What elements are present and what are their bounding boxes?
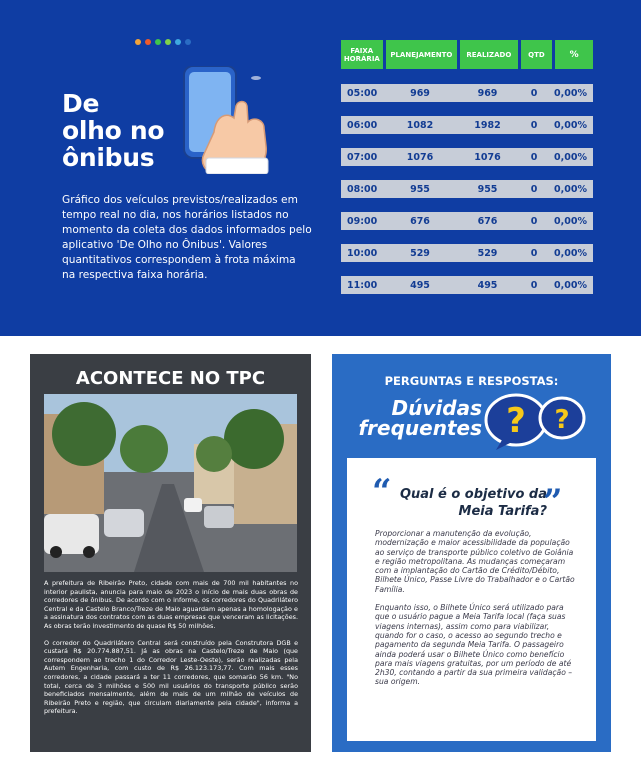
top-banner bbox=[0, 0, 641, 336]
table-cell-pct: 0,00% bbox=[554, 151, 587, 163]
header-percent: % bbox=[555, 40, 593, 69]
faq-answer-paragraph: Proporcionar a manutenção da evolução, modernização e maior acessibilidade da população ao serviço de transporte público coletivo de Goiânia e região metropolitana. As mudanças começaram com a implantação do Cartão de Crédito/Débito, Bilhete Único, Passe Livre do Trabalhador e o Cartão Família. bbox=[375, 529, 575, 594]
table-cell-planejamento: 676 bbox=[410, 215, 430, 227]
table-cell-pct: 0,00% bbox=[554, 119, 587, 131]
close-quote-icon: ” bbox=[543, 482, 563, 522]
table-cell-pct: 0,00% bbox=[554, 87, 587, 99]
street-photo bbox=[44, 394, 297, 572]
decorative-dot bbox=[185, 39, 191, 45]
table-cell-qtd: 0 bbox=[530, 183, 538, 195]
header-planejamento: PLANEJAMENTO bbox=[386, 40, 457, 69]
table-cell-realizado: 1982 bbox=[474, 119, 501, 131]
table-row bbox=[341, 148, 593, 166]
svg-text:?: ? bbox=[554, 405, 570, 435]
decorative-dot bbox=[175, 39, 181, 45]
table-cell-realizado: 529 bbox=[477, 247, 498, 259]
decorative-dots bbox=[135, 39, 191, 45]
svg-text:?: ? bbox=[506, 401, 526, 441]
faq-question: Qual é o objetivo da Meia Tarifa? bbox=[399, 487, 547, 519]
hand-phone-icon bbox=[174, 66, 284, 174]
header-faixa-horaria: FAIXA HORÁRIA bbox=[341, 40, 383, 69]
table-cell-hora: 11:00 bbox=[347, 279, 378, 291]
faq-title-line: Dúvidas bbox=[391, 396, 482, 420]
acontece-text bbox=[44, 579, 298, 724]
table-cell-qtd: 0 bbox=[530, 87, 538, 99]
table-cell-planejamento: 955 bbox=[410, 183, 430, 195]
decorative-dot bbox=[135, 39, 141, 45]
table-cell-hora: 05:00 bbox=[347, 87, 378, 99]
table-row bbox=[341, 212, 593, 230]
hero-title-line: De bbox=[62, 89, 100, 118]
table-cell-qtd: 0 bbox=[530, 215, 538, 227]
table-cell-realizado: 495 bbox=[477, 279, 498, 291]
faq-kicker: PERGUNTAS E RESPOSTAS: bbox=[384, 374, 559, 388]
faq-answer-box bbox=[347, 458, 596, 741]
table-cell-hora: 08:00 bbox=[347, 183, 378, 195]
faq-title bbox=[356, 398, 482, 438]
acontece-title: ACONTECE NO TPC bbox=[75, 368, 266, 389]
table-cell-realizado: 969 bbox=[477, 87, 498, 99]
table-cell-pct: 0,00% bbox=[554, 279, 587, 291]
table-cell-qtd: 0 bbox=[530, 247, 538, 259]
table-cell-planejamento: 529 bbox=[410, 247, 430, 259]
table-cell-qtd: 0 bbox=[530, 151, 538, 163]
table-cell-pct: 0,00% bbox=[554, 247, 587, 259]
table-header bbox=[341, 40, 593, 69]
open-quote-icon: “ bbox=[372, 472, 392, 512]
table-cell-pct: 0,00% bbox=[554, 183, 587, 195]
faq-title-line: frequentes bbox=[358, 416, 482, 440]
table-cell-pct: 0,00% bbox=[554, 215, 587, 227]
table-cell-hora: 10:00 bbox=[347, 247, 378, 259]
hero-title-line: olho no bbox=[62, 116, 165, 145]
table-cell-planejamento: 969 bbox=[410, 87, 430, 99]
fleet-table bbox=[341, 40, 593, 291]
table-cell-planejamento: 495 bbox=[410, 279, 430, 291]
faq-answer-paragraph: Enquanto isso, o Bilhete Único será utilizado para que o usuário pague a Meia Tarifa local (faça suas viagens internas), assim como para viabilizar, quando for o caso, o acesso ao segundo trecho e pagamento da segunda Meia Tarifa. O passageiro ainda poderá usar o Bilhete Único como benefício para mais viagens gratuitas, por um período de até 2h30, contando a partir da sua primeira validação – sua origem. bbox=[375, 603, 573, 687]
table-cell-realizado: 676 bbox=[477, 215, 498, 227]
table-cell-realizado: 955 bbox=[477, 183, 498, 195]
faq-card bbox=[332, 354, 611, 752]
decorative-dot bbox=[165, 39, 171, 45]
table-cell-qtd: 0 bbox=[530, 119, 538, 131]
table-cell-planejamento: 1082 bbox=[406, 119, 434, 131]
table-cell-qtd: 0 bbox=[530, 279, 538, 291]
acontece-card bbox=[30, 354, 311, 752]
table-cell-planejamento: 1076 bbox=[406, 151, 434, 163]
hero-description: Gráfico dos veículos previstos/realizados em tempo real no dia, nos horários listados no momento da coleta dos dados informados pelo aplicativo 'De Olho no Ônibus'. Valores quantitativos correspondem à frota máxima na respectiva faixa horária. bbox=[62, 194, 312, 281]
question-bubbles-icon bbox=[482, 392, 586, 450]
decorative-dot bbox=[155, 39, 161, 45]
header-qtd: QTD bbox=[521, 40, 553, 69]
table-row bbox=[341, 244, 593, 262]
faq-answer bbox=[375, 529, 580, 696]
acontece-paragraph: O corredor do Quadrilátero Central será construído pela Construtora DGB e custará R$ 20.774.887,51. Já as obras na Castelo/Treze de Maio (que correspondem ao trecho 1 do Corredor Leste-Oeste), serão realizadas pela Autem Engenharia, com custo de R$ 26.123.173,77. Com mais esses corredores, a cidade passará a ter 11 corredores, que somarão 56 km. "No total, cerca de 3 milhões e 500 mil usuários do transporte público serão beneficiados mensalmente, além de mais de um milhão de veículos de Ribeirão Preto e região, que circulam diariamente pela cidade", informa a prefeitura. bbox=[44, 638, 298, 716]
table-cell-hora: 09:00 bbox=[347, 215, 378, 227]
table-row bbox=[341, 84, 593, 102]
table-row bbox=[341, 180, 593, 198]
table-cell-hora: 07:00 bbox=[347, 151, 378, 163]
hero-title-line: ônibus bbox=[62, 143, 155, 172]
table-cell-realizado: 1076 bbox=[474, 151, 501, 163]
table-cell-hora: 06:00 bbox=[347, 119, 378, 131]
acontece-paragraph: A prefeitura de Ribeirão Preto, cidade com mais de 700 mil habitantes no interior paulista, anuncia para maio de 2023 o início de mais duas obras de corredores de ônibus. De acordo com o informe, os corredores do Quadrilátero Central e da Castelo Branco/Treze de Maio aguardam apenas a homologação e a assinatura dos contratos com as duas empresas que venceram as licitações. As obras terão investimento de quase R$ 50 milhões. bbox=[44, 579, 298, 630]
header-realizado: REALIZADO bbox=[460, 40, 518, 69]
decorative-dot bbox=[145, 39, 151, 45]
table-row bbox=[341, 116, 593, 134]
table-row bbox=[341, 276, 593, 294]
hero-title bbox=[62, 90, 164, 171]
